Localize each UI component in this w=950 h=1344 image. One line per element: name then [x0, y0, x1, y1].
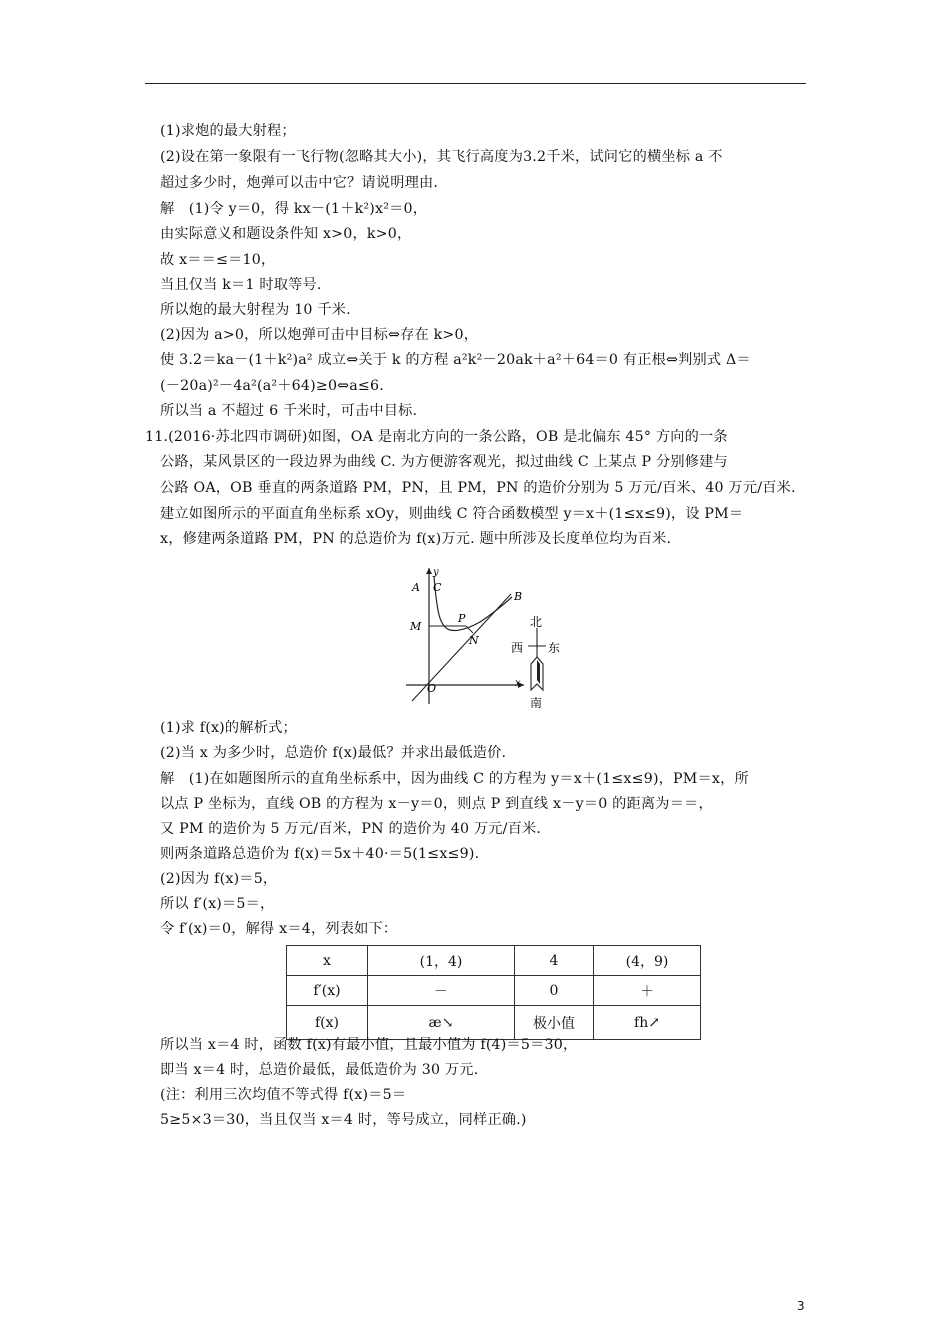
compass-west: 西 — [511, 641, 524, 655]
compass-rose — [508, 614, 572, 710]
text-line: 由实际意义和题设条件知 x>0，k>0， — [160, 226, 412, 242]
table-row: f(x) æ↘ 极小值 fh↗ — [287, 1006, 701, 1040]
text-line: 解 (1)令 y＝0，得 kx－(1＋k²)x²＝0， — [160, 201, 428, 217]
text-line: (2)设在第一象限有一飞行物(忽略其大小)，其飞行高度为3.2千米，试问它的横坐标 a 不 — [160, 149, 723, 165]
text-line: 建立如图所示的平面直角坐标系 xOy，则曲线 C 符合函数模型 y＝x＋(1≤x≤9)，设 PM＝ — [160, 506, 744, 522]
text-line: (1)求炮的最大射程； — [160, 123, 296, 139]
text-line: 公路，某风景区的一段边界为曲线 C. 为方便游客观光，拟过曲线 C 上某点 P 分别修建与 — [160, 454, 728, 470]
text-line: 所以当 x＝4 时，函数 f(x)有最小值，且最小值为 f(4)＝5＝30， — [160, 1037, 578, 1053]
point-m-label: M — [410, 620, 422, 633]
text-line: x，修建两条道路 PM，PN 的总造价为 f(x)万元. 题中所涉及长度单位均为百米. — [160, 531, 672, 547]
page-number: 3 — [797, 1299, 805, 1313]
variation-table — [286, 945, 701, 1040]
text-line: 5≥5×3＝30，当且仅当 x＝4 时，等号成立，同样正确.) — [160, 1112, 527, 1128]
x-axis-label: x — [515, 678, 521, 689]
text-line: 超过多少时，炮弹可以击中它？请说明理由. — [160, 175, 439, 191]
question-heading: 11.(2016·苏北四市调研)如图，OA 是南北方向的一条公路，OB 是北偏东 45° 方向的一条 — [145, 429, 728, 445]
text-line: (注：利用三次均值不等式得 f(x)＝5＝ — [160, 1087, 407, 1103]
text-line: 所以 f′(x)＝5＝， — [160, 896, 275, 912]
text-line: (－20a)²－4a²(a²＋64)≥0⇔a≤6. — [160, 378, 384, 394]
text-line: 解 (1)在如题图所示的直角坐标系中，因为曲线 C 的方程为 y＝x＋(1≤x≤9)，PM＝x，所 — [160, 771, 749, 787]
point-n-label: N — [469, 634, 479, 647]
point-b-label: B — [514, 590, 523, 603]
compass-east: 东 — [548, 641, 561, 655]
text-line: 即当 x＝4 时，总造价最低，最低造价为 30 万元. — [160, 1062, 479, 1078]
header-rule — [145, 83, 806, 84]
origin-label: O — [427, 682, 437, 695]
text-line: 则两条道路总造价为 f(x)＝5x＋40·＝5(1≤x≤9). — [160, 846, 480, 862]
point-p-label: P — [458, 612, 466, 625]
text-line: 故 x＝＝≤＝10， — [160, 252, 276, 268]
compass-north: 北 — [530, 615, 543, 629]
text-line: 使 3.2＝ka－(1＋k²)a² 成立⇔关于 k 的方程 a²k²－20ak＋a²＋64＝0 有正根⇔判别式 Δ＝ — [160, 352, 751, 368]
y-axis-label: y — [433, 567, 439, 578]
text-line: 又 PM 的造价为 5 万元/百米，PN 的造价为 40 万元/百米. — [160, 821, 542, 837]
text-line: 所以当 a 不超过 6 千米时，可击中目标. — [160, 403, 418, 419]
text-line: (2)因为 a>0，所以炮弹可击中目标⇔存在 k>0， — [160, 327, 479, 343]
compass-south: 南 — [530, 696, 543, 710]
table-row: f′(x) － 0 ＋ — [287, 976, 701, 1006]
point-a-label: A — [412, 581, 420, 594]
curve-c-label: C — [433, 581, 442, 594]
text-line: (1)求 f(x)的解析式； — [160, 720, 297, 736]
text-line: 所以炮的最大射程为 10 千米. — [160, 302, 351, 318]
table-row: x (1，4) 4 (4，9) — [287, 946, 701, 976]
text-line: (2)因为 f(x)＝5， — [160, 871, 278, 887]
text-line: 令 f′(x)＝0，解得 x＝4，列表如下： — [160, 921, 398, 937]
text-line: 公路 OA，OB 垂直的两条道路 PM，PN，且 PM，PN 的造价分别为 5 万元/百米、40 万元/百米. — [160, 480, 796, 496]
text-line: (2)当 x 为多少时，总造价 f(x)最低？并求出最低造价. — [160, 745, 507, 761]
text-line: 以点 P 坐标为，直线 OB 的方程为 x－y＝0，则点 P 到直线 x－y＝0 的距离为＝＝， — [160, 796, 713, 812]
text-line: 当且仅当 k＝1 时取等号. — [160, 277, 322, 293]
